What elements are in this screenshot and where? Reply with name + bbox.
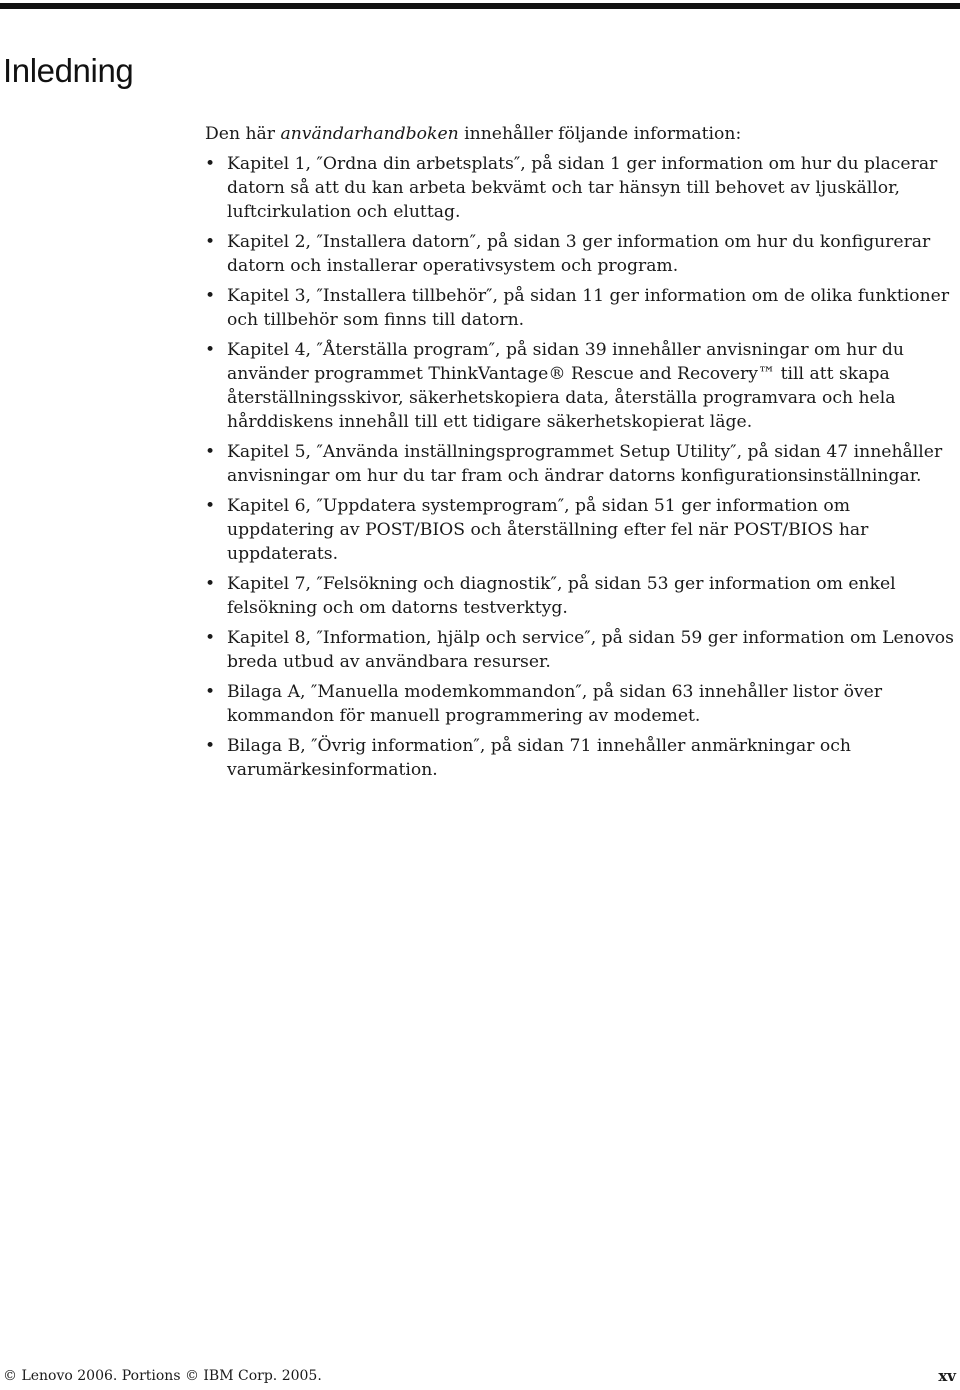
list-item-text: Kapitel 5, ″Använda inställningsprogrammet Setup Utility″, på sidan 47 innehåller anvisningar om hur du tar fram och ändrar datorns konfigurationsinställningar.	[227, 442, 943, 486]
bullet-icon: •	[205, 736, 216, 756]
bullet-icon: •	[205, 574, 216, 594]
list-item-text: Kapitel 4, ″Återställa program″, på sidan 39 innehåller anvisningar om hur du använder programmet ThinkVantage® Rescue and Recovery™ till att skapa återställningsskivor, säkerhetskopiera data, återställa programvara och hela hårddiskens innehåll till ett tidigare säkerhetskopierat läge.	[227, 340, 904, 432]
bullet-icon: •	[205, 682, 216, 702]
bullet-icon: •	[205, 340, 216, 360]
list-item-text: Kapitel 6, ″Uppdatera systemprogram″, på sidan 51 ger information om uppdatering av POST/BIOS och återställning efter fel när POST/BIOS har uppdaterats.	[227, 496, 869, 564]
list-item	[205, 440, 955, 488]
list-item-text: Bilaga B, ″Övrig information″, på sidan 71 innehåller anmärkningar och varumärkesinformation.	[227, 736, 851, 780]
list-item	[205, 284, 955, 332]
bullet-icon: •	[205, 154, 216, 174]
top-rule	[0, 3, 960, 9]
bullet-icon: •	[205, 496, 216, 516]
bullet-icon: •	[205, 286, 216, 306]
chapter-list	[205, 152, 955, 782]
list-item	[205, 230, 955, 278]
list-item-text: Kapitel 3, ″Installera tillbehör″, på sidan 11 ger information om de olika funktioner och tillbehör som finns till datorn.	[227, 286, 950, 330]
list-item	[205, 626, 955, 674]
intro-text-italic: användarhandboken	[280, 124, 459, 144]
list-item	[205, 152, 955, 224]
footer-copyright: © Lenovo 2006. Portions © IBM Corp. 2005.	[3, 1368, 322, 1384]
bullet-icon: •	[205, 232, 216, 252]
intro-text-before: Den här	[205, 124, 281, 144]
list-item	[205, 338, 955, 434]
list-item-text: Kapitel 1, ″Ordna din arbetsplats″, på sidan 1 ger information om hur du placerar datorn så att du kan arbeta bekvämt och tar hänsyn till behovet av ljuskällor, luftcirkulation och eluttag.	[227, 154, 938, 222]
page-number: xv	[938, 1367, 956, 1385]
list-item	[205, 494, 955, 566]
bullet-icon: •	[205, 628, 216, 648]
bullet-icon: •	[205, 442, 216, 462]
list-item-text: Kapitel 2, ″Installera datorn″, på sidan 3 ger information om hur du konfigurerar datorn och installerar operativsystem och program.	[227, 232, 931, 276]
list-item-text: Bilaga A, ″Manuella modemkommandon″, på sidan 63 innehåller listor över kommandon för manuell programmering av modemet.	[227, 682, 883, 726]
list-item-text: Kapitel 8, ″Information, hjälp och service″, på sidan 59 ger information om Lenovos breda utbud av användbara resurser.	[227, 628, 954, 672]
main-content	[205, 122, 955, 788]
intro-text-after: innehåller följande information:	[458, 124, 742, 144]
list-item	[205, 572, 955, 620]
list-item-text: Kapitel 7, ″Felsökning och diagnostik″, på sidan 53 ger information om enkel felsökning och om datorns testverktyg.	[227, 574, 896, 618]
list-item	[205, 680, 955, 728]
page-title: Inledning	[3, 52, 134, 89]
intro-paragraph	[205, 122, 955, 146]
list-item	[205, 734, 955, 782]
